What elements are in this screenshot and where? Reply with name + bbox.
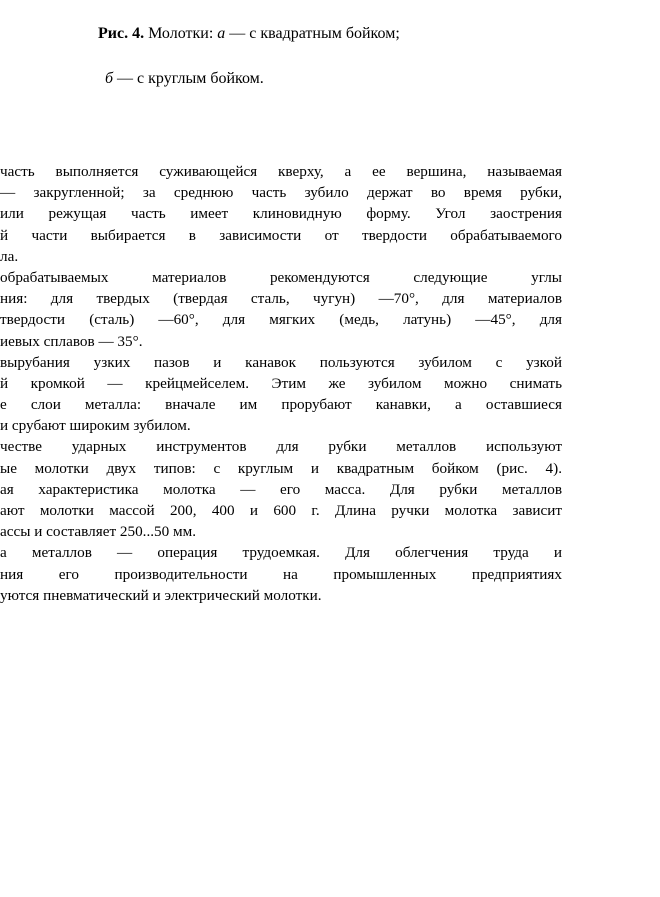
text-line: ассы и составляет 250...50 мм. <box>0 523 197 541</box>
caption-letter-a: а <box>217 25 226 42</box>
text-line: вырубания узких пазов и канавок пользуются зубилом с узкой <box>0 353 562 371</box>
text-line: й части выбирается в зависимости от твердости обрабатываемого <box>0 226 562 244</box>
text-line: — закругленной; за среднюю часть зубило держат во время рубки, <box>0 184 562 202</box>
text-line: часть выполняется суживающейся кверху, а ее вершина, называемая <box>0 163 562 180</box>
figure-label: Рис. 4. <box>98 25 145 42</box>
text-line: й кромкой — крейцмейселем. Этим же зубилом можно снимать <box>0 374 562 392</box>
caption-letter-b: б <box>105 70 114 87</box>
text-line: или режущая часть имеет клиновидную форму. Угол заострения <box>0 205 562 223</box>
text-line: ые молотки двух типов: с круглым и квадратным бойком (рис. 4). <box>0 459 562 477</box>
text-line: ая характеристика молотка — его масса. Для рубки металлов <box>0 480 562 498</box>
text-line: твердости (сталь) —60°, для мягких (медь, латунь) —45°, для <box>0 311 562 329</box>
figure-caption-line-1 <box>98 24 400 44</box>
text-line: ла. <box>0 247 19 265</box>
caption-text-b: — с круглым бойком. <box>113 70 264 87</box>
text-line: е слои металла: вначале им прорубают канавки, а оставшиеся <box>0 396 562 414</box>
text-line: а металлов — операция трудоемкая. Для облегчения труда и <box>0 544 562 562</box>
text-line: ния: для твердых (твердая сталь, чугун) —70°, для материалов <box>0 290 562 308</box>
text-line: честве ударных инструментов для рубки металлов используют <box>0 438 562 456</box>
caption-text: Молотки: <box>144 25 218 42</box>
body-text <box>0 161 562 606</box>
text-line: уются пневматический и электрический молотки. <box>0 586 322 604</box>
text-line: ают молотки массой 200, 400 и 600 г. Длина ручки молотка зависит <box>0 502 562 519</box>
text-line: и срубают широким зубилом. <box>0 417 191 435</box>
text-line: обрабатываемых материалов рекомендуются следующие углы <box>0 268 562 286</box>
text-line: иевых сплавов — 35°. <box>0 332 143 350</box>
text-line: ния его производительности на промышленных предприятиях <box>0 565 562 583</box>
figure-caption-line-2 <box>105 69 264 89</box>
caption-text-a: — с квадратным бойком; <box>225 25 400 42</box>
